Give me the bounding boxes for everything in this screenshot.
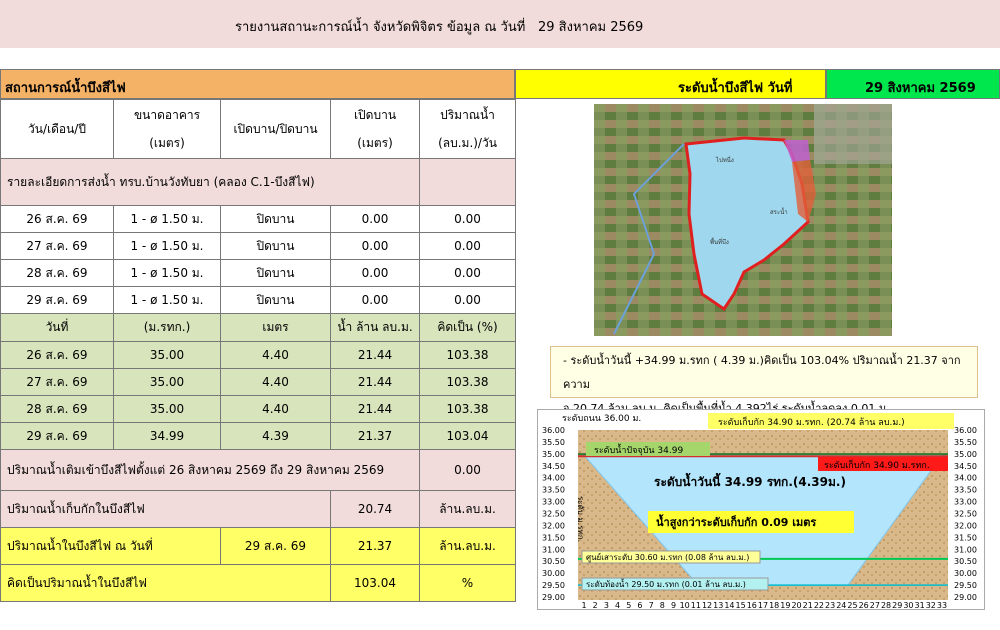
x-tick-label: 7 xyxy=(648,601,654,609)
header-date: วัน/เดือน/ปี xyxy=(1,100,114,159)
current-label: ปริมาณน้ำในบึงสีไฟ ณ วันที่ xyxy=(1,528,221,565)
header-meter: เมตร xyxy=(221,314,331,342)
cell: 0.00 xyxy=(420,287,516,314)
x-axis xyxy=(581,601,947,609)
y-tick-label: 36.00 xyxy=(954,426,977,435)
cell: 28 ส.ค. 69 xyxy=(1,260,114,287)
cell: 1 - ø 1.50 ม. xyxy=(114,260,221,287)
y-tick-label: 30.50 xyxy=(542,557,565,567)
percent-row xyxy=(1,565,516,602)
y-tick-label: 36.00 xyxy=(542,426,565,435)
x-tick-label: 13 xyxy=(713,601,724,609)
x-tick-label: 25 xyxy=(847,601,858,609)
water-level-gauge xyxy=(537,409,985,610)
map-label: สระน้ำ xyxy=(770,209,788,216)
x-tick-label: 26 xyxy=(858,601,869,609)
y-tick-label: 31.50 xyxy=(542,533,565,543)
cell: 35.00 xyxy=(114,369,221,396)
satellite-map xyxy=(594,104,892,336)
map-label: พื้นที่บึง xyxy=(710,239,729,246)
cell: 1 - ø 1.50 ม. xyxy=(114,287,221,314)
table-row xyxy=(1,369,516,396)
header-volume: ปริมาณน้ำ (ลบ.ม.)/วัน xyxy=(420,100,516,159)
x-tick-label: 30 xyxy=(903,601,914,609)
cell: 27 ส.ค. 69 xyxy=(1,369,114,396)
x-tick-label: 2 xyxy=(592,601,598,609)
y-tick-label: 29.00 xyxy=(542,593,565,602)
header-gate-open: เปิดบาน (เมตร) xyxy=(331,100,420,159)
cell: 35.00 xyxy=(114,342,221,369)
current-unit: ล้าน.ลบ.ม. xyxy=(420,528,516,565)
x-tick-label: 23 xyxy=(825,601,836,609)
header-percent: คิดเป็น (%) xyxy=(420,314,516,342)
table2-header-row xyxy=(1,314,516,342)
storage-label: ปริมาณน้ำเก็บกักในบึงสีไฟ xyxy=(1,491,331,528)
cell: 4.40 xyxy=(221,342,331,369)
cell: 0.00 xyxy=(420,260,516,287)
current-value: 21.37 xyxy=(331,528,420,565)
cell: 4.39 xyxy=(221,423,331,450)
x-tick-label: 8 xyxy=(659,601,665,609)
inflow-label: ปริมาณน้ำเติมเข้าบึงสีไฟตั้งแต่ 26 สิงหาคม 2569 ถึง 29 สิงหาคม 2569 xyxy=(1,450,420,491)
y-tick-label: 30.00 xyxy=(954,569,977,579)
cell: ปิดบาน xyxy=(221,206,331,233)
y-tick-label: 32.00 xyxy=(542,521,565,531)
y-axis-left xyxy=(542,426,565,602)
inflow-value: 0.00 xyxy=(420,450,516,491)
storage-unit: ล้าน.ลบ.ม. xyxy=(420,491,516,528)
x-tick-label: 11 xyxy=(690,601,701,609)
x-tick-label: 19 xyxy=(780,601,791,609)
cell: 26 ส.ค. 69 xyxy=(1,206,114,233)
map-image xyxy=(594,104,892,336)
cell: 4.40 xyxy=(221,369,331,396)
cell: 35.00 xyxy=(114,396,221,423)
water-status-table xyxy=(0,99,516,602)
cell: 0.00 xyxy=(420,206,516,233)
y-tick-label: 34.50 xyxy=(954,461,977,471)
table-row xyxy=(1,396,516,423)
y-tick-label: 33.50 xyxy=(542,485,565,495)
storage-tag: ระดับเก็บกัก 34.90 ม.รทก. xyxy=(824,461,930,471)
y-tick-label: 32.50 xyxy=(954,509,977,519)
storage-label: ระดับเก็บกัก 34.90 ม.รทก. (20.74 ล้าน ลบ.ม.) xyxy=(718,418,905,428)
above-storage-text: น้ำสูงกว่าระดับเก็บกัก 0.09 เมตร xyxy=(656,516,817,529)
header-date: วันที่ xyxy=(1,314,114,342)
current-row xyxy=(1,528,516,565)
table-row xyxy=(1,423,516,450)
cell: ปิดบาน xyxy=(221,233,331,260)
y-tick-label: 30.00 xyxy=(542,569,565,579)
table-row xyxy=(1,342,516,369)
y-tick-label: 35.50 xyxy=(542,437,565,447)
map-label: ไปหนี่ง xyxy=(716,157,734,164)
x-tick-label: 12 xyxy=(701,601,713,609)
x-tick-label: 28 xyxy=(880,601,892,609)
cell: 0.00 xyxy=(331,260,420,287)
cell: 103.38 xyxy=(420,342,516,369)
cell: 26 ส.ค. 69 xyxy=(1,342,114,369)
x-tick-label: 27 xyxy=(869,601,880,609)
table-row xyxy=(1,206,516,233)
y-tick-label: 33.50 xyxy=(954,485,977,495)
storage-value: 20.74 xyxy=(331,491,420,528)
y-tick-label: 29.50 xyxy=(954,581,977,591)
x-tick-label: 18 xyxy=(769,601,780,609)
x-tick-label: 3 xyxy=(603,601,609,609)
y-tick-label: 34.50 xyxy=(542,461,565,471)
detail-row xyxy=(1,159,516,206)
y-tick-label: 32.00 xyxy=(954,521,977,531)
cell: 4.40 xyxy=(221,396,331,423)
y-tick-label: 31.00 xyxy=(954,545,977,555)
cell: 29 ส.ค. 69 xyxy=(1,423,114,450)
x-tick-label: 6 xyxy=(637,601,643,609)
header-structure: ขนาดอาคาร (เมตร) xyxy=(114,100,221,159)
detail-label: รายละเอียดการส่งน้ำ ทรบ.บ้านวังทับยา (คลอง C.1-บึงสีไฟ) xyxy=(1,159,420,206)
detail-empty xyxy=(420,159,516,206)
y-tick-label: 30.50 xyxy=(954,557,977,567)
y-axis-right xyxy=(954,426,977,602)
y-tick-label: 35.00 xyxy=(542,449,565,459)
x-tick-label: 16 xyxy=(746,601,757,609)
cell: 34.99 xyxy=(114,423,221,450)
table1-header-row xyxy=(1,100,516,159)
water-level-note xyxy=(550,346,978,398)
header-volume-mcm: น้ำ ล้าน ลบ.ม. xyxy=(331,314,420,342)
y-tick-label: 31.50 xyxy=(954,533,977,543)
header-gate-status: เปิดบาน/ปิดบาน xyxy=(221,100,331,159)
inflow-row xyxy=(1,450,516,491)
y-tick-label: 35.00 xyxy=(954,449,977,459)
y-tick-label: 34.00 xyxy=(954,473,977,483)
x-tick-label: 10 xyxy=(679,601,690,609)
x-tick-label: 14 xyxy=(724,601,735,609)
cell: 0.00 xyxy=(331,206,420,233)
cell: 0.00 xyxy=(331,233,420,260)
cell: 21.44 xyxy=(331,369,420,396)
x-tick-label: 21 xyxy=(802,601,813,609)
x-tick-label: 33 xyxy=(936,601,948,609)
gauge-svg xyxy=(538,410,984,609)
dead-level-label: ศูนย์เสาระดับ 30.60 ม.รทก (0.08 ล้าน ลบ.ม.) xyxy=(586,553,750,562)
x-tick-label: 9 xyxy=(670,601,677,609)
cell: 1 - ø 1.50 ม. xyxy=(114,206,221,233)
current-tag: ระดับน้ำปัจจุบัน 34.99 xyxy=(594,446,684,456)
report-title-bar xyxy=(0,0,1000,48)
bottom-level-label: ระดับท้องน้ำ 29.50 ม.รทก (0.01 ล้าน ลบ.ม.) xyxy=(586,580,746,589)
y-tick-label: 29.50 xyxy=(542,581,565,591)
y-tick-label: 35.50 xyxy=(954,437,977,447)
x-tick-label: 32 xyxy=(925,601,936,609)
cell: 0.00 xyxy=(420,233,516,260)
table-row xyxy=(1,260,516,287)
x-tick-label: 15 xyxy=(735,601,746,609)
x-tick-label: 29 xyxy=(892,601,903,609)
today-level-text: ระดับน้ำวันนี้ 34.99 รทก.(4.39ม.) xyxy=(654,475,846,489)
note-line: - ระดับน้ำวันนี้ +34.99 ม.รทก ( 4.39 ม.)คิดเป็น 103.04% ปริมาณน้ำ 21.37 จากความ xyxy=(563,354,961,391)
cell: 29 ส.ค. 69 xyxy=(1,287,114,314)
section-date-right: 29 สิงหาคม 2569 xyxy=(826,69,1000,99)
cell: ปิดบาน xyxy=(221,287,331,314)
section-title-left: สถานการณ์น้ำบึงสีไฟ xyxy=(0,69,515,99)
axis-title: ระดับ ม.รทก. xyxy=(576,496,585,543)
percent-label: คิดเป็นปริมาณน้ำในบึงสีไฟ xyxy=(1,565,331,602)
cell: 103.38 xyxy=(420,369,516,396)
road-level-label: ระดับถนน 36.00 ม. xyxy=(562,414,642,424)
cell: 0.00 xyxy=(331,287,420,314)
x-tick-label: 24 xyxy=(836,601,847,609)
report-title: รายงานสถานะการณ์น้ำ จังหวัดพิจิตร ข้อมูล ณ วันที่ xyxy=(235,20,526,35)
x-tick-label: 5 xyxy=(626,601,632,609)
cell: ปิดบาน xyxy=(221,260,331,287)
y-tick-label: 29.00 xyxy=(954,593,977,602)
section-title-mid: ระดับน้ำบึงสีไฟ วันที่ xyxy=(515,69,826,99)
percent-unit: % xyxy=(420,565,516,602)
y-tick-label: 33.00 xyxy=(542,497,565,507)
header-level: (ม.รทก.) xyxy=(114,314,221,342)
cell: 103.38 xyxy=(420,396,516,423)
x-tick-label: 22 xyxy=(813,601,825,609)
y-tick-label: 33.00 xyxy=(954,497,977,507)
current-date: 29 ส.ค. 69 xyxy=(221,528,331,565)
cell: 27 ส.ค. 69 xyxy=(1,233,114,260)
cell: 21.44 xyxy=(331,396,420,423)
y-tick-label: 32.50 xyxy=(542,509,565,519)
storage-row xyxy=(1,491,516,528)
cell: 103.04 xyxy=(420,423,516,450)
cell: 28 ส.ค. 69 xyxy=(1,396,114,423)
x-tick-label: 4 xyxy=(615,601,621,609)
x-tick-label: 1 xyxy=(581,601,587,609)
table-row xyxy=(1,233,516,260)
table-row xyxy=(1,287,516,314)
cell: 1 - ø 1.50 ม. xyxy=(114,233,221,260)
x-tick-label: 31 xyxy=(914,601,925,609)
report-date: 29 สิงหาคม 2569 xyxy=(538,20,644,35)
percent-value: 103.04 xyxy=(331,565,420,602)
cell: 21.44 xyxy=(331,342,420,369)
cell: 21.37 xyxy=(331,423,420,450)
x-tick-label: 20 xyxy=(791,601,802,609)
x-tick-label: 17 xyxy=(757,601,769,609)
y-tick-label: 31.00 xyxy=(542,545,565,555)
y-tick-label: 34.00 xyxy=(542,473,565,483)
